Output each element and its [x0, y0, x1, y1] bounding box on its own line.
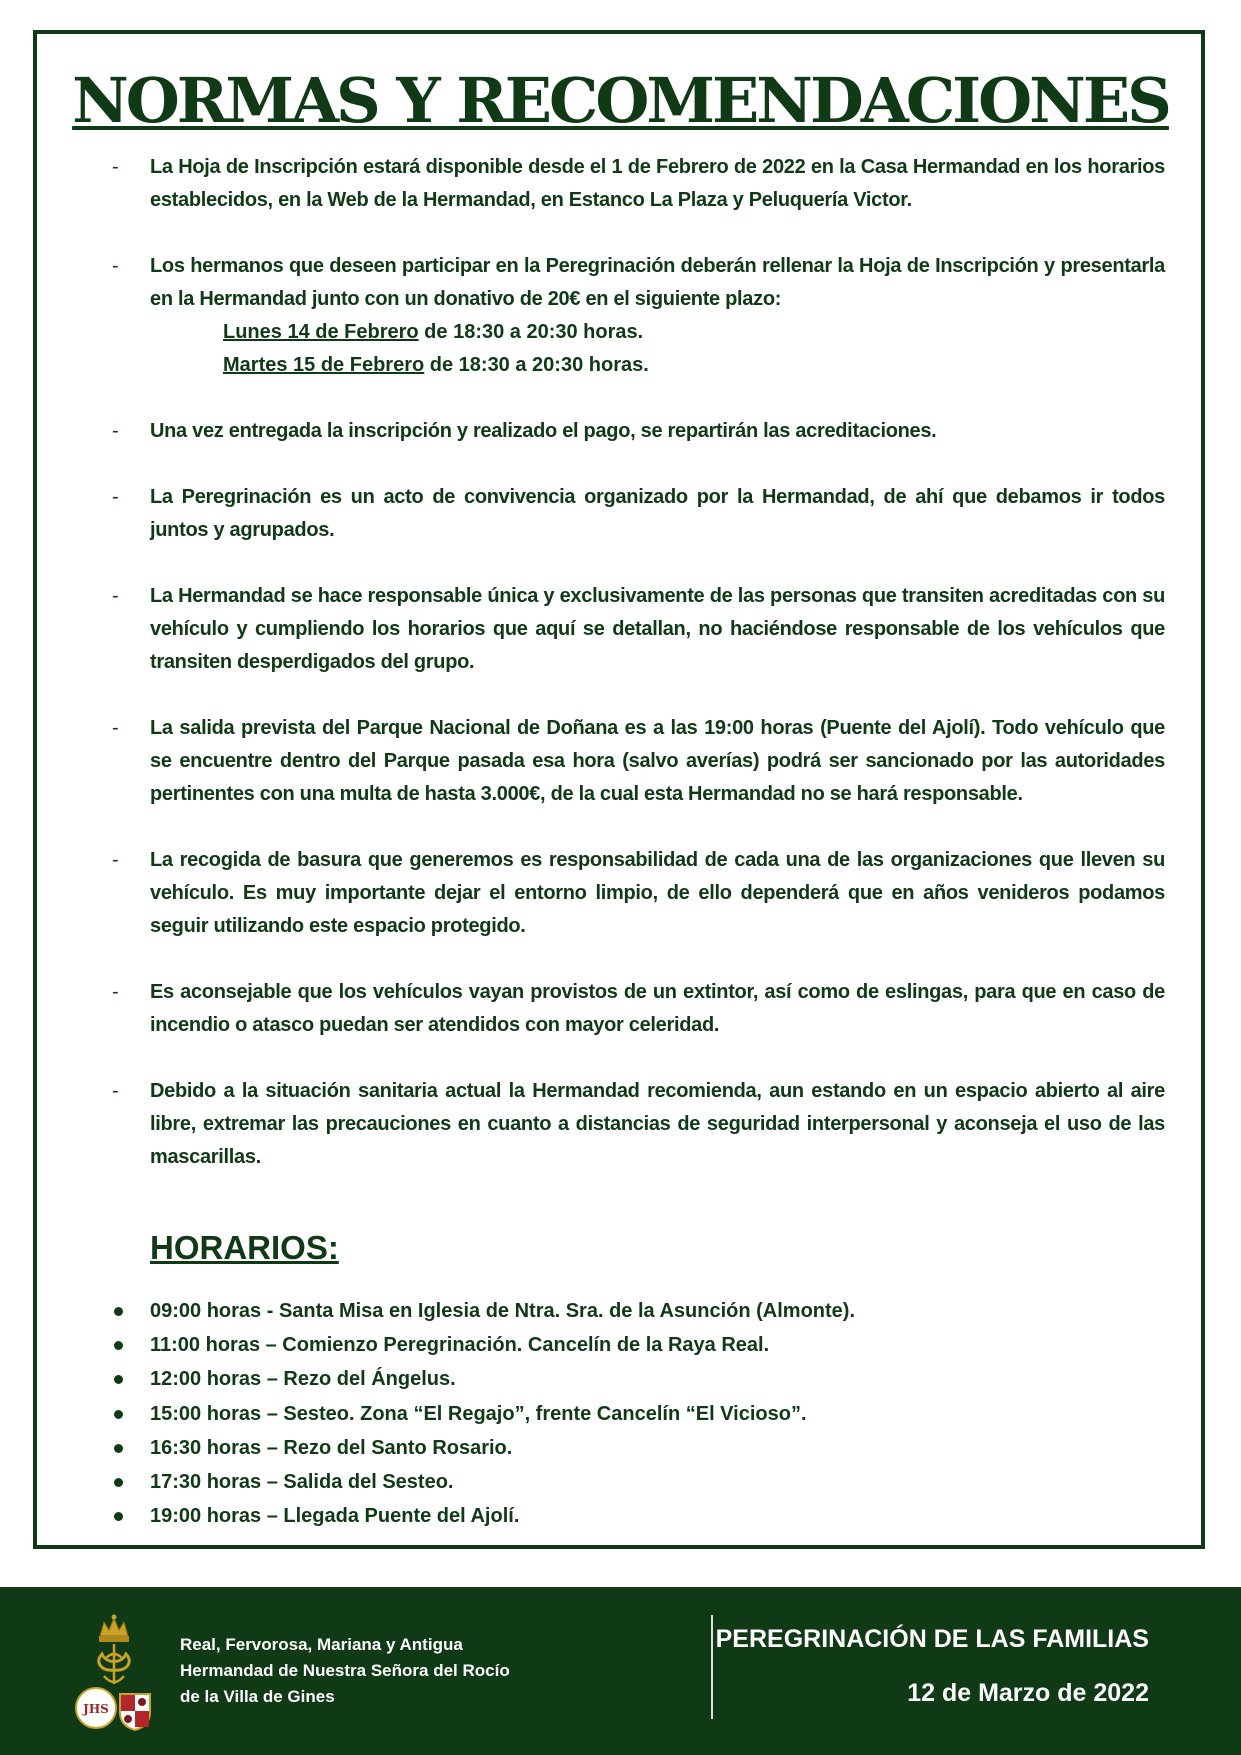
rule-item [110, 712, 1165, 811]
horario-item [110, 1465, 855, 1499]
rule-dash: - [112, 849, 119, 871]
bullet-icon [114, 1512, 123, 1521]
rule-dash: - [112, 585, 119, 607]
horario-text: 11:00 horas – Comienzo Peregrinación. Cancelín de la Raya Real. [150, 1334, 770, 1357]
rule-text: La Hoja de Inscripción estará disponible desde el 1 de Febrero de 2022 en la Casa Hermandad en los horarios establecidos, en la Web de la Hermandad, en Estanco La Plaza y Peluquería Victor. [150, 156, 1165, 211]
rule-dash: - [112, 156, 119, 178]
organization-name [180, 1632, 510, 1710]
bullet-icon [114, 1410, 123, 1419]
rule-dash: - [112, 420, 119, 442]
horario-item [110, 1499, 855, 1533]
rule-item [110, 580, 1165, 679]
footer-band [0, 1587, 1241, 1755]
schedule-time: de 18:30 a 20:30 horas. [424, 354, 649, 376]
rule-item [110, 415, 1165, 448]
rule-text: Debido a la situación sanitaria actual la Hermandad recomienda, aun estando en un espacio abierto al aire libre, extremar las precauciones en cuanto a distancias de seguridad interpersonal y aconseja el uso de las mascarillas. [150, 1080, 1165, 1168]
brotherhood-crest-icon [72, 1614, 157, 1734]
bullet-icon [114, 1375, 123, 1384]
horario-text: 12:00 horas – Rezo del Ángelus. [150, 1368, 456, 1391]
rule-item [110, 844, 1165, 943]
horario-item [110, 1431, 855, 1465]
event-name: PEREGRINACIÓN DE LAS FAMILIAS [715, 1625, 1149, 1653]
horario-text: 09:00 horas - Santa Misa en Iglesia de Ntra. Sra. de la Asunción (Almonte). [150, 1300, 856, 1322]
rule-text: La Peregrinación es un acto de convivencia organizado por la Hermandad, de ahí que debamos ir todos juntos y agrupados. [150, 486, 1165, 541]
event-date: 12 de Marzo de 2022 [907, 1679, 1149, 1707]
rule-text: La Hermandad se hace responsable única y exclusivamente de las personas que transiten acreditadas con su vehículo y cumpliendo los horarios que aquí se detallan, no haciéndose responsable de los vehículos que transiten desperdigados del grupo. [150, 585, 1165, 673]
rules-list [110, 151, 1165, 1207]
horario-text: 16:30 horas – Rezo del Santo Rosario. [150, 1436, 513, 1459]
bullet-icon [114, 1341, 123, 1350]
horarios-list [110, 1294, 855, 1533]
horario-text: 15:00 horas – Sesteo. Zona “El Regajo”, frente Cancelín “El Vicioso”. [150, 1402, 807, 1425]
schedule-day: Martes 15 de Febrero [223, 354, 425, 376]
rule-text: Es aconsejable que los vehículos vayan provistos de un extintor, así como de eslingas, para que en caso de incendio o atasco puedan ser atendidos con mayor celeridad. [150, 981, 1165, 1036]
crest-letters: JHS [83, 1702, 109, 1716]
horario-item [110, 1294, 855, 1328]
horario-item [110, 1397, 855, 1431]
rule-item [110, 250, 1165, 382]
rule-text: Los hermanos que deseen participar en la Peregrinación deberán rellenar la Hoja de Inscripción y presentarla en la Hermandad junto con un donativo de 20€ en el siguiente plazo: [150, 255, 1165, 310]
horarios-heading: HORARIOS: [150, 1229, 339, 1266]
schedule-line [150, 316, 1165, 349]
schedule-time: de 18:30 a 20:30 horas. [418, 321, 644, 343]
page-title: NORMAS Y RECOMENDACIONES [72, 64, 1169, 137]
rule-text: La salida prevista del Parque Nacional de Doñana es a las 19:00 horas (Puente del Ajolí). Todo vehículo que se encuentre dentro del Parque pasada esa hora (salvo averías) podrá ser sancionado por las autoridades pertinentes con una multa de hasta 3.000€, de la cual esta Hermandad no se hará responsable. [150, 717, 1165, 805]
horario-text: 19:00 horas – Llegada Puente del Ajolí. [150, 1505, 520, 1528]
rule-dash: - [112, 255, 119, 277]
schedule-line [150, 349, 1165, 382]
rule-dash: - [112, 1080, 119, 1102]
rule-item [110, 976, 1165, 1042]
rule-dash: - [112, 486, 119, 508]
bullet-icon [114, 1478, 123, 1487]
rule-item [110, 151, 1165, 217]
org-line: Real, Fervorosa, Mariana y Antigua [180, 1635, 463, 1654]
horario-text: 17:30 horas – Salida del Sesteo. [150, 1471, 454, 1494]
horario-item [110, 1362, 855, 1396]
horario-item [110, 1328, 855, 1362]
rule-item [110, 1075, 1165, 1174]
bullet-icon [114, 1444, 123, 1453]
org-line: Hermandad de Nuestra Señora del Rocío [180, 1661, 510, 1680]
bullet-icon [114, 1307, 123, 1316]
footer-divider [711, 1615, 713, 1719]
rule-item [110, 481, 1165, 547]
rule-text: Una vez entregada la inscripción y realizado el pago, se repartirán las acreditaciones. [150, 420, 937, 442]
rule-text: La recogida de basura que generemos es responsabilidad de cada una de las organizaciones que lleven su vehículo. Es muy importante dejar el entorno limpio, de ello dependerá que en años venideros podamos seguir utilizando este espacio protegido. [150, 849, 1165, 937]
schedule-day: Lunes 14 de Febrero [223, 321, 419, 343]
org-line: de la Villa de Gines [180, 1687, 335, 1706]
rule-dash: - [112, 981, 119, 1003]
rule-dash: - [112, 717, 119, 739]
